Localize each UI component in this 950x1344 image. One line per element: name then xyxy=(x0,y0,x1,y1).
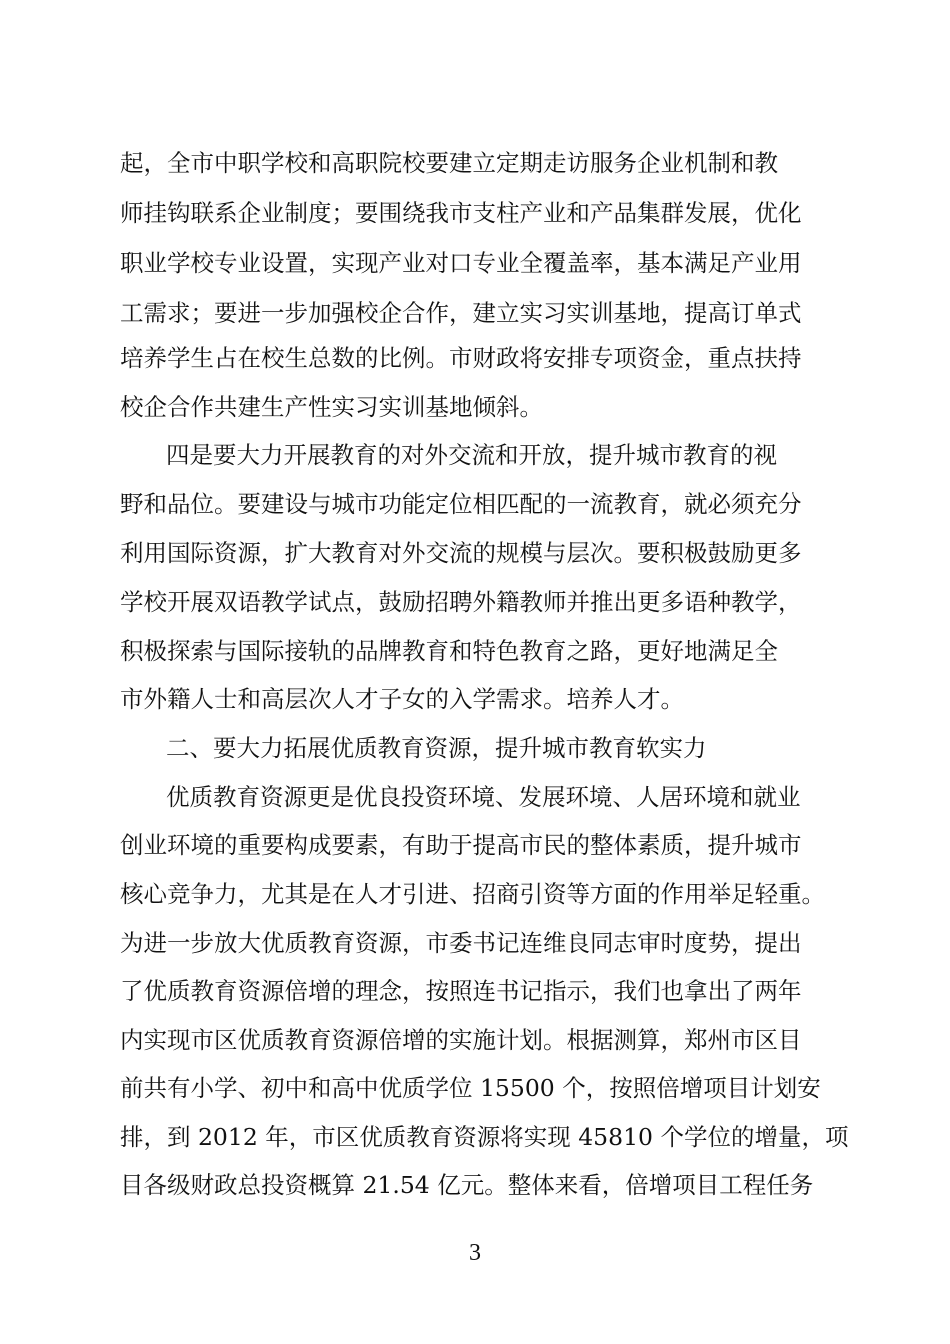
body-text-line: 创业环境的重要构成要素，有助于提高市民的整体素质，提升城市 xyxy=(120,831,802,859)
body-text-line: 为进一步放大优质教育资源，市委书记连维良同志审时度势，提出 xyxy=(120,929,802,957)
body-text-line: 工需求；要进一步加强校企合作，建立实习实训基地，提高订单式 xyxy=(120,299,802,327)
body-text-line: 校企合作共建生产性实习实训基地倾斜。 xyxy=(120,393,543,421)
body-text-line: 培养学生占在校生总数的比例。市财政将安排专项资金，重点扶持 xyxy=(120,344,802,372)
body-text-line: 市外籍人士和高层次人才子女的入学需求。培养人才。 xyxy=(120,685,684,713)
body-text-line: 利用国际资源，扩大教育对外交流的规模与层次。要积极鼓励更多 xyxy=(120,539,802,567)
body-text-line: 野和品位。要建设与城市功能定位相匹配的一流教育，就必须充分 xyxy=(120,490,802,518)
body-text-line: 排，到 2012 年，市区优质教育资源将实现 45810 个学位的增量，项 xyxy=(120,1123,849,1151)
section-heading: 二、要大力拓展优质教育资源，提升城市教育软实力 xyxy=(166,734,707,762)
body-text-line: 了优质教育资源倍增的理念，按照连书记指示，我们也拿出了两年 xyxy=(120,977,802,1005)
page-number: 3 xyxy=(469,1240,481,1266)
body-text-line: 学校开展双语教学试点，鼓励招聘外籍教师并推出更多语种教学， xyxy=(120,588,802,616)
body-text-line: 起，全市中职学校和高职院校要建立定期走访服务企业机制和教 xyxy=(120,149,778,177)
body-text-line: 积极探索与国际接轨的品牌教育和特色教育之路，更好地满足全 xyxy=(120,637,778,665)
body-text-line: 师挂钩联系企业制度；要围绕我市支柱产业和产品集群发展，优化 xyxy=(120,199,802,227)
body-text-line: 职业学校专业设置，实现产业对口专业全覆盖率，基本满足产业用 xyxy=(120,249,802,277)
body-text-line: 目各级财政总投资概算 21.54 亿元。整体来看，倍增项目工程任务 xyxy=(120,1171,814,1199)
body-text-line: 前共有小学、初中和高中优质学位 15500 个，按照倍增项目计划安 xyxy=(120,1074,821,1102)
body-text-line: 四是要大力开展教育的对外交流和开放，提升城市教育的视 xyxy=(166,441,777,469)
body-text-line: 核心竞争力，尤其是在人才引进、招商引资等方面的作用举足轻重。 xyxy=(120,880,825,908)
body-text-line: 内实现市区优质教育资源倍增的实施计划。根据测算，郑州市区目 xyxy=(120,1026,802,1054)
body-text-line: 优质教育资源更是优良投资环境、发展环境、人居环境和就业 xyxy=(166,783,801,811)
